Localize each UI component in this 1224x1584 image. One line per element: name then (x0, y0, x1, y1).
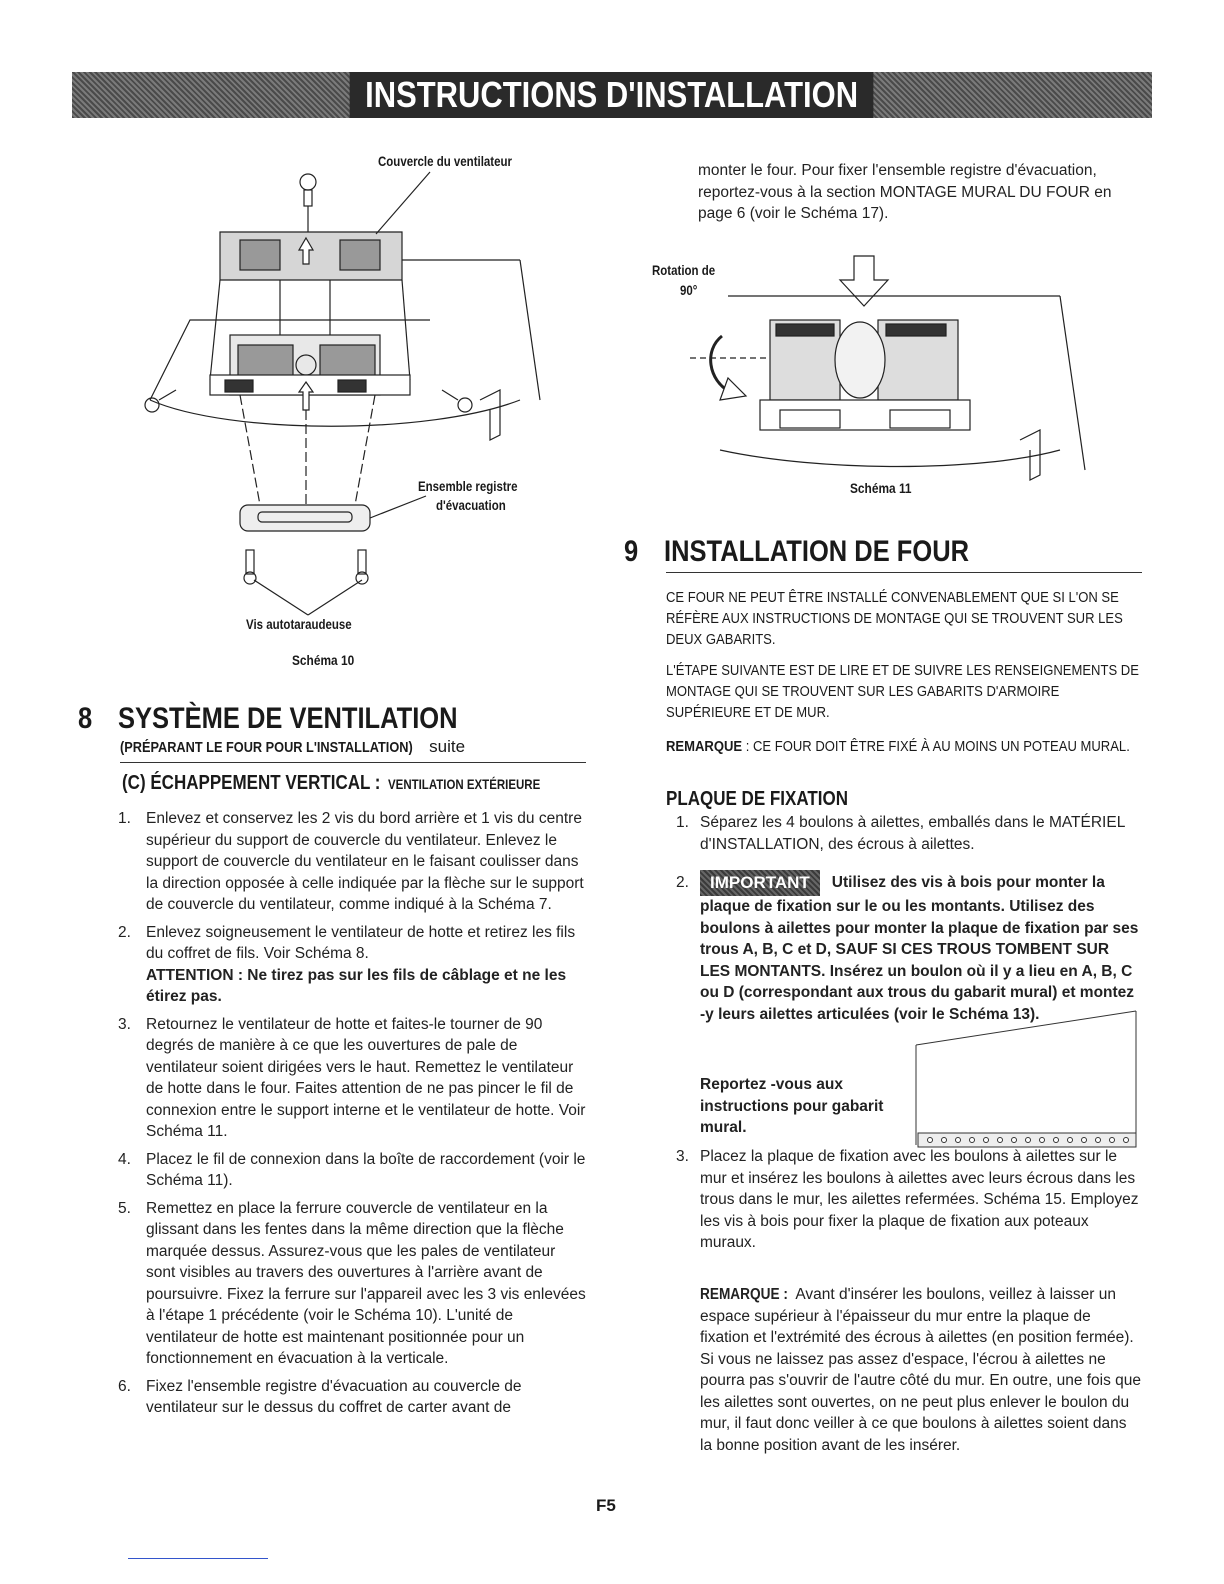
subsection-c-main: (C) ÉCHAPPEMENT VERTICAL : (122, 772, 381, 794)
list-item (116, 1198, 586, 1370)
section-8-rule (120, 762, 586, 763)
section-8-subtitle-rest: suite (424, 737, 466, 756)
section-8-heading (78, 702, 517, 736)
step-text: Placez le fil de connexion dans la boîte de raccordement (voir le Schéma 11). (146, 1150, 586, 1189)
step-number: 5. (118, 1199, 131, 1217)
step-number: 3. (676, 1148, 689, 1165)
section-9-para-1: CE FOUR NE PEUT ÊTRE INSTALLÉ CONVENABLEMENT QUE SI L'ON SE RÉFÈRE AUX INSTRUCTIONS DE MONTAGE QUI SE TROUVENT SUR LES DEUX GABARITS. (666, 590, 1123, 648)
step-text: Placez la plaque de fixation avec les boulons à ailettes sur le mur et insérez les boulons à ailettes avec leurs écrous dans les trous dans le mur, les ailettes refermées. Schéma 15. Employez les vis à bois pour fixer la plaque de fixation aux poteaux muraux. (700, 1148, 1139, 1251)
wall-template-note: Reportez -vous aux instructions pour gabarit mural. (700, 1076, 884, 1136)
section-9-rule (666, 572, 1142, 573)
figure-10-caption: Schéma 10 (292, 652, 355, 668)
section-9-title: INSTALLATION DE FOUR (664, 535, 970, 568)
plate-heading: PLAQUE DE FIXATION (666, 788, 848, 810)
footer-line (128, 1558, 268, 1559)
list-item (116, 1149, 586, 1192)
mounting-plate-illustration (910, 1005, 1146, 1155)
section-9-number: 9 (624, 535, 639, 568)
plate-step-2 (676, 870, 1142, 1025)
label-fan-cover: Couvercle du ventilateur (378, 153, 512, 169)
list-item (116, 922, 586, 1008)
step-text: Fixez l'ensemble registre d'évacuation au couvercle de ventilateur sur le dessus du coffret de carter avant de (146, 1377, 522, 1416)
step-text: Enlevez soigneusement le ventilateur de hotte et retirez les fils du coffret de fils. Voir Schéma 8. (146, 923, 576, 962)
label-rotation-line1: Rotation de (652, 262, 716, 278)
figure-11-caption: Schéma 11 (850, 480, 912, 496)
step-warning: ATTENTION : Ne tirez pas sur les fils de câblage et ne les étirez pas. (146, 966, 567, 1005)
section-9-para-2: L'ÉTAPE SUIVANTE EST DE LIRE ET DE SUIVRE LES RENSEIGNEMENTS DE MONTAGE QUI SE TROUVENT SUR LES GABARITS D'ARMOIRE SUPÉRIEURE ET DE MUR. (666, 663, 1139, 721)
step-number: 3. (118, 1015, 131, 1033)
section-9-remark (666, 737, 1143, 758)
remark-2 (700, 1284, 1142, 1456)
header-banner (72, 72, 1152, 118)
remark-text: : CE FOUR DOIT ÊTRE FIXÉ À AU MOINS UN POTEAU MURAL. (742, 739, 1130, 755)
subsection-c-heading (122, 772, 574, 795)
section-8-subtitle-bold: (PRÉPARANT LE FOUR POUR L'INSTALLATION) (120, 739, 413, 756)
plate-step-1 (676, 812, 1142, 855)
important-badge: IMPORTANT (700, 870, 820, 896)
page-title: INSTRUCTIONS D'INSTALLATION (350, 72, 874, 118)
figure-10-diagram (130, 160, 550, 620)
subsection-c-small: VENTILATION EXTÉRIEURE (388, 776, 541, 792)
label-damper-line1: Ensemble registre (418, 478, 518, 494)
step-text: Retournez le ventilateur de hotte et faites-le tourner de 90 degrés de manière à ce que les ouvertures de pale de ventilateur soient dirigées vers le haut. Remettez le ventilateur de hotte dans le four. Faites attention de ne pas pincer le fil de connexion entre le support interne et le ventilateur de hotte. Voir Schéma 11. (146, 1015, 586, 1140)
step-text: Séparez les 4 boulons à ailettes, emballés dans le MATÉRIEL d'INSTALLATION, des écrous à ailettes. (700, 814, 1125, 853)
step-2-bold-text: Utilisez des vis à bois pour monter la plaque de fixation sur le ou les montants. Utilisez des boulons à ailettes pour monter la plaque de fixation par ses trous A, B, C et D, SAUF SI CES TROUS TOMBENT SUR LES MONTANTS. Insérez un boulon où il y a lieu en A, B, C ou D (correspondant aux trous du gabarit mural) et montez -y leurs ailettes articulées (voir le Schéma 13). (700, 874, 1139, 1023)
plate-step-3 (676, 1146, 1142, 1254)
remark-label: REMARQUE (666, 739, 743, 755)
section-8-steps (116, 808, 586, 1425)
section-8-title: SYSTÈME DE VENTILATION (118, 702, 458, 735)
step-number: 2. (676, 874, 689, 891)
step-number: 6. (118, 1377, 131, 1395)
list-item (116, 1014, 586, 1143)
page-number: F5 (596, 1496, 616, 1515)
step-text: Enlevez et conservez les 2 vis du bord arrière et 1 vis du centre supérieur du support de couvercle du ventilateur. Enlevez le support de couvercle du ventilateur en le faisant coulisser dans la direction opposée à celle indiquée par la flèche sur le support de couvercle du ventilateur, comme indiqué à la Schéma 7. (146, 810, 584, 913)
list-item (116, 808, 586, 916)
step-number: 4. (118, 1150, 131, 1168)
label-screws: Vis autotaraudeuse (246, 616, 352, 632)
step-text: Remettez en place la ferrure couvercle de ventilateur en la glissant dans les fentes dans la même direction que la flèche marquée dessus. Assurez-vous que les pales de ventilateur sont visibles au travers des ouvertures à l'arrière avant de poursuivre. Fixez la ferrure sur l'appareil avec les 3 vis enlevées à l'étape 1 précédente (voir le Schéma 10). L'unité de ventilateur de hotte est maintenant positionnée pour un fonctionnement en évacuation à la verticale. (146, 1199, 586, 1367)
right-intro-paragraph: monter le four. Pour fixer l'ensemble registre d'évacuation, reportez-vous à la section MONTAGE MURAL DU FOUR en page 6 (voir le Schéma 17). (698, 162, 1112, 222)
section-8-number: 8 (78, 702, 93, 735)
figure-11-diagram (660, 250, 1100, 490)
remark-2-text: Avant d'insérer les boulons, veillez à laisser un espace supérieur à l'épaisseur du mur entre la plaque de fixation et l'extrémité des écrous à ailettes (en position fermée). Si vous ne laissez pas assez d'espace, l'écrou à ailettes ne pourra pas s'ouvrir de l'autre côté du mur. En outre, une fois que les ailettes sont ouvertes, on ne peut plus enlever le boulon du mur, il faut donc veiller à ce que boulons à ailettes soient dans la bonne position avant de les insérer. (700, 1286, 1142, 1454)
step-number: 2. (118, 923, 131, 941)
section-9-heading (624, 535, 1023, 569)
list-item (116, 1376, 586, 1419)
remark-2-label: REMARQUE : (700, 1286, 788, 1303)
label-damper-line2: d'évacuation (436, 497, 506, 513)
step-number: 1. (676, 814, 689, 831)
section-8-subtitle (120, 737, 465, 757)
label-rotation-line2: 90° (680, 282, 698, 298)
step-number: 1. (118, 810, 131, 827)
